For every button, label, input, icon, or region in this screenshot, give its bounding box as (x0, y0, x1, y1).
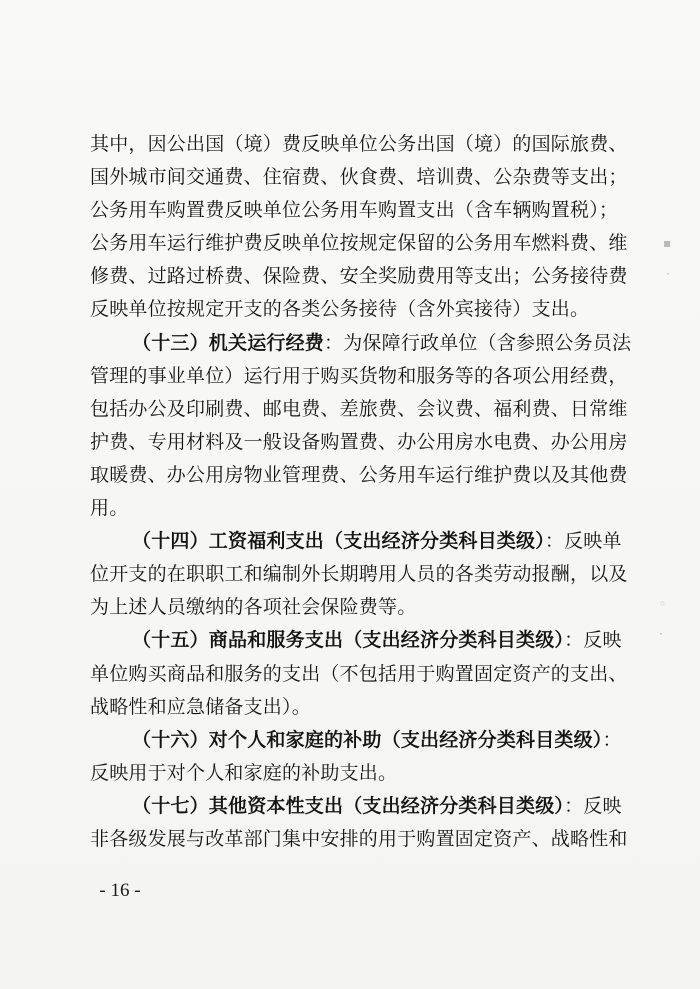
text-line: 管理的事业单位）运行用于购买货物和服务等的各项公用经费， (90, 364, 628, 387)
section-text: ：反映 (564, 794, 622, 817)
paragraph-public-funds (90, 128, 628, 327)
text-line: 包括办公及印刷费、邮电费、差旅费、会议费、福利费、日常维 (90, 397, 628, 420)
scan-mark: ▪ (663, 236, 672, 250)
scan-mark: ◦ (659, 597, 667, 611)
section-heading: （十五）商品和服务支出（支出经济分类科目类级） (132, 629, 565, 652)
text-line: 公务用车购置费反映单位公务用车购置支出（含车辆购置税）； (90, 199, 619, 222)
text-line: 取暖费、办公用房物业管理费、公务用车运行维护费以及其他费 (90, 463, 628, 486)
paragraph-13 (90, 327, 632, 526)
text-line (90, 327, 632, 360)
text-line (90, 525, 622, 558)
section-text: ：为保障行政单位（含参照公务员法 (324, 331, 632, 354)
text-line: 用。 (90, 497, 129, 520)
document-body (90, 128, 632, 856)
text-line: 公务用车运行维护费反映单位按规定保留的公务用车燃料费、维 (90, 232, 628, 255)
text-line: 反映用于对个人和家庭的补助支出。 (90, 761, 398, 784)
section-heading: （十六）对个人和家庭的补助（支出经济分类科目类级） (132, 728, 603, 751)
section-text: ：反映 (564, 629, 622, 652)
scan-mark: · (666, 267, 670, 281)
page-number: - 16 - (99, 880, 141, 901)
text-line: 护费、专用材料及一般设备购置费、办公用房水电费、办公用房 (90, 430, 628, 453)
text-line: 修费、过路过桥费、保险费、安全奖励费用等支出；公务接待费 (90, 265, 628, 288)
section-text: ： (602, 728, 622, 751)
text-line: 反映单位按规定开支的各类公务接待（含外宾接待）支出。 (90, 298, 590, 321)
paragraph-16 (90, 724, 622, 790)
section-heading: （十三）机关运行经费 (132, 331, 325, 354)
text-line: 其中，因公出国（境）费反映单位公务出国（境）的国际旅费、 (90, 133, 628, 155)
scan-mark: · (659, 627, 663, 641)
text-line: 位开支的在职职工和编制外长期聘用人员的各类劳动报酬，以及 (90, 563, 628, 586)
section-heading: （十七）其他资本性支出（支出经济分类科目类级） (132, 794, 565, 817)
paragraph-17 (90, 790, 628, 856)
text-line: 国外城市间交通费、住宿费、伙食费、培训费、公杂费等支出； (90, 166, 628, 189)
text-line: 为上述人员缴纳的各项社会保险费等。 (90, 596, 417, 619)
text-line (90, 724, 622, 757)
text-line (90, 790, 622, 823)
paragraph-14 (90, 525, 628, 624)
text-line: 非各级发展与改革部门集中安排的用于购置固定资产、战略性和 (90, 827, 628, 850)
text-line (90, 624, 622, 657)
text-line: 战略性和应急储备支出）。 (90, 695, 311, 718)
paragraph-15 (90, 624, 628, 723)
section-heading: （十四）工资福利支出（支出经济分类科目类级） (132, 530, 545, 553)
section-text: ：反映单 (544, 530, 622, 553)
text-line: 单位购买商品和服务的支出（不包括用于购置固定资产的支出、 (90, 662, 628, 685)
